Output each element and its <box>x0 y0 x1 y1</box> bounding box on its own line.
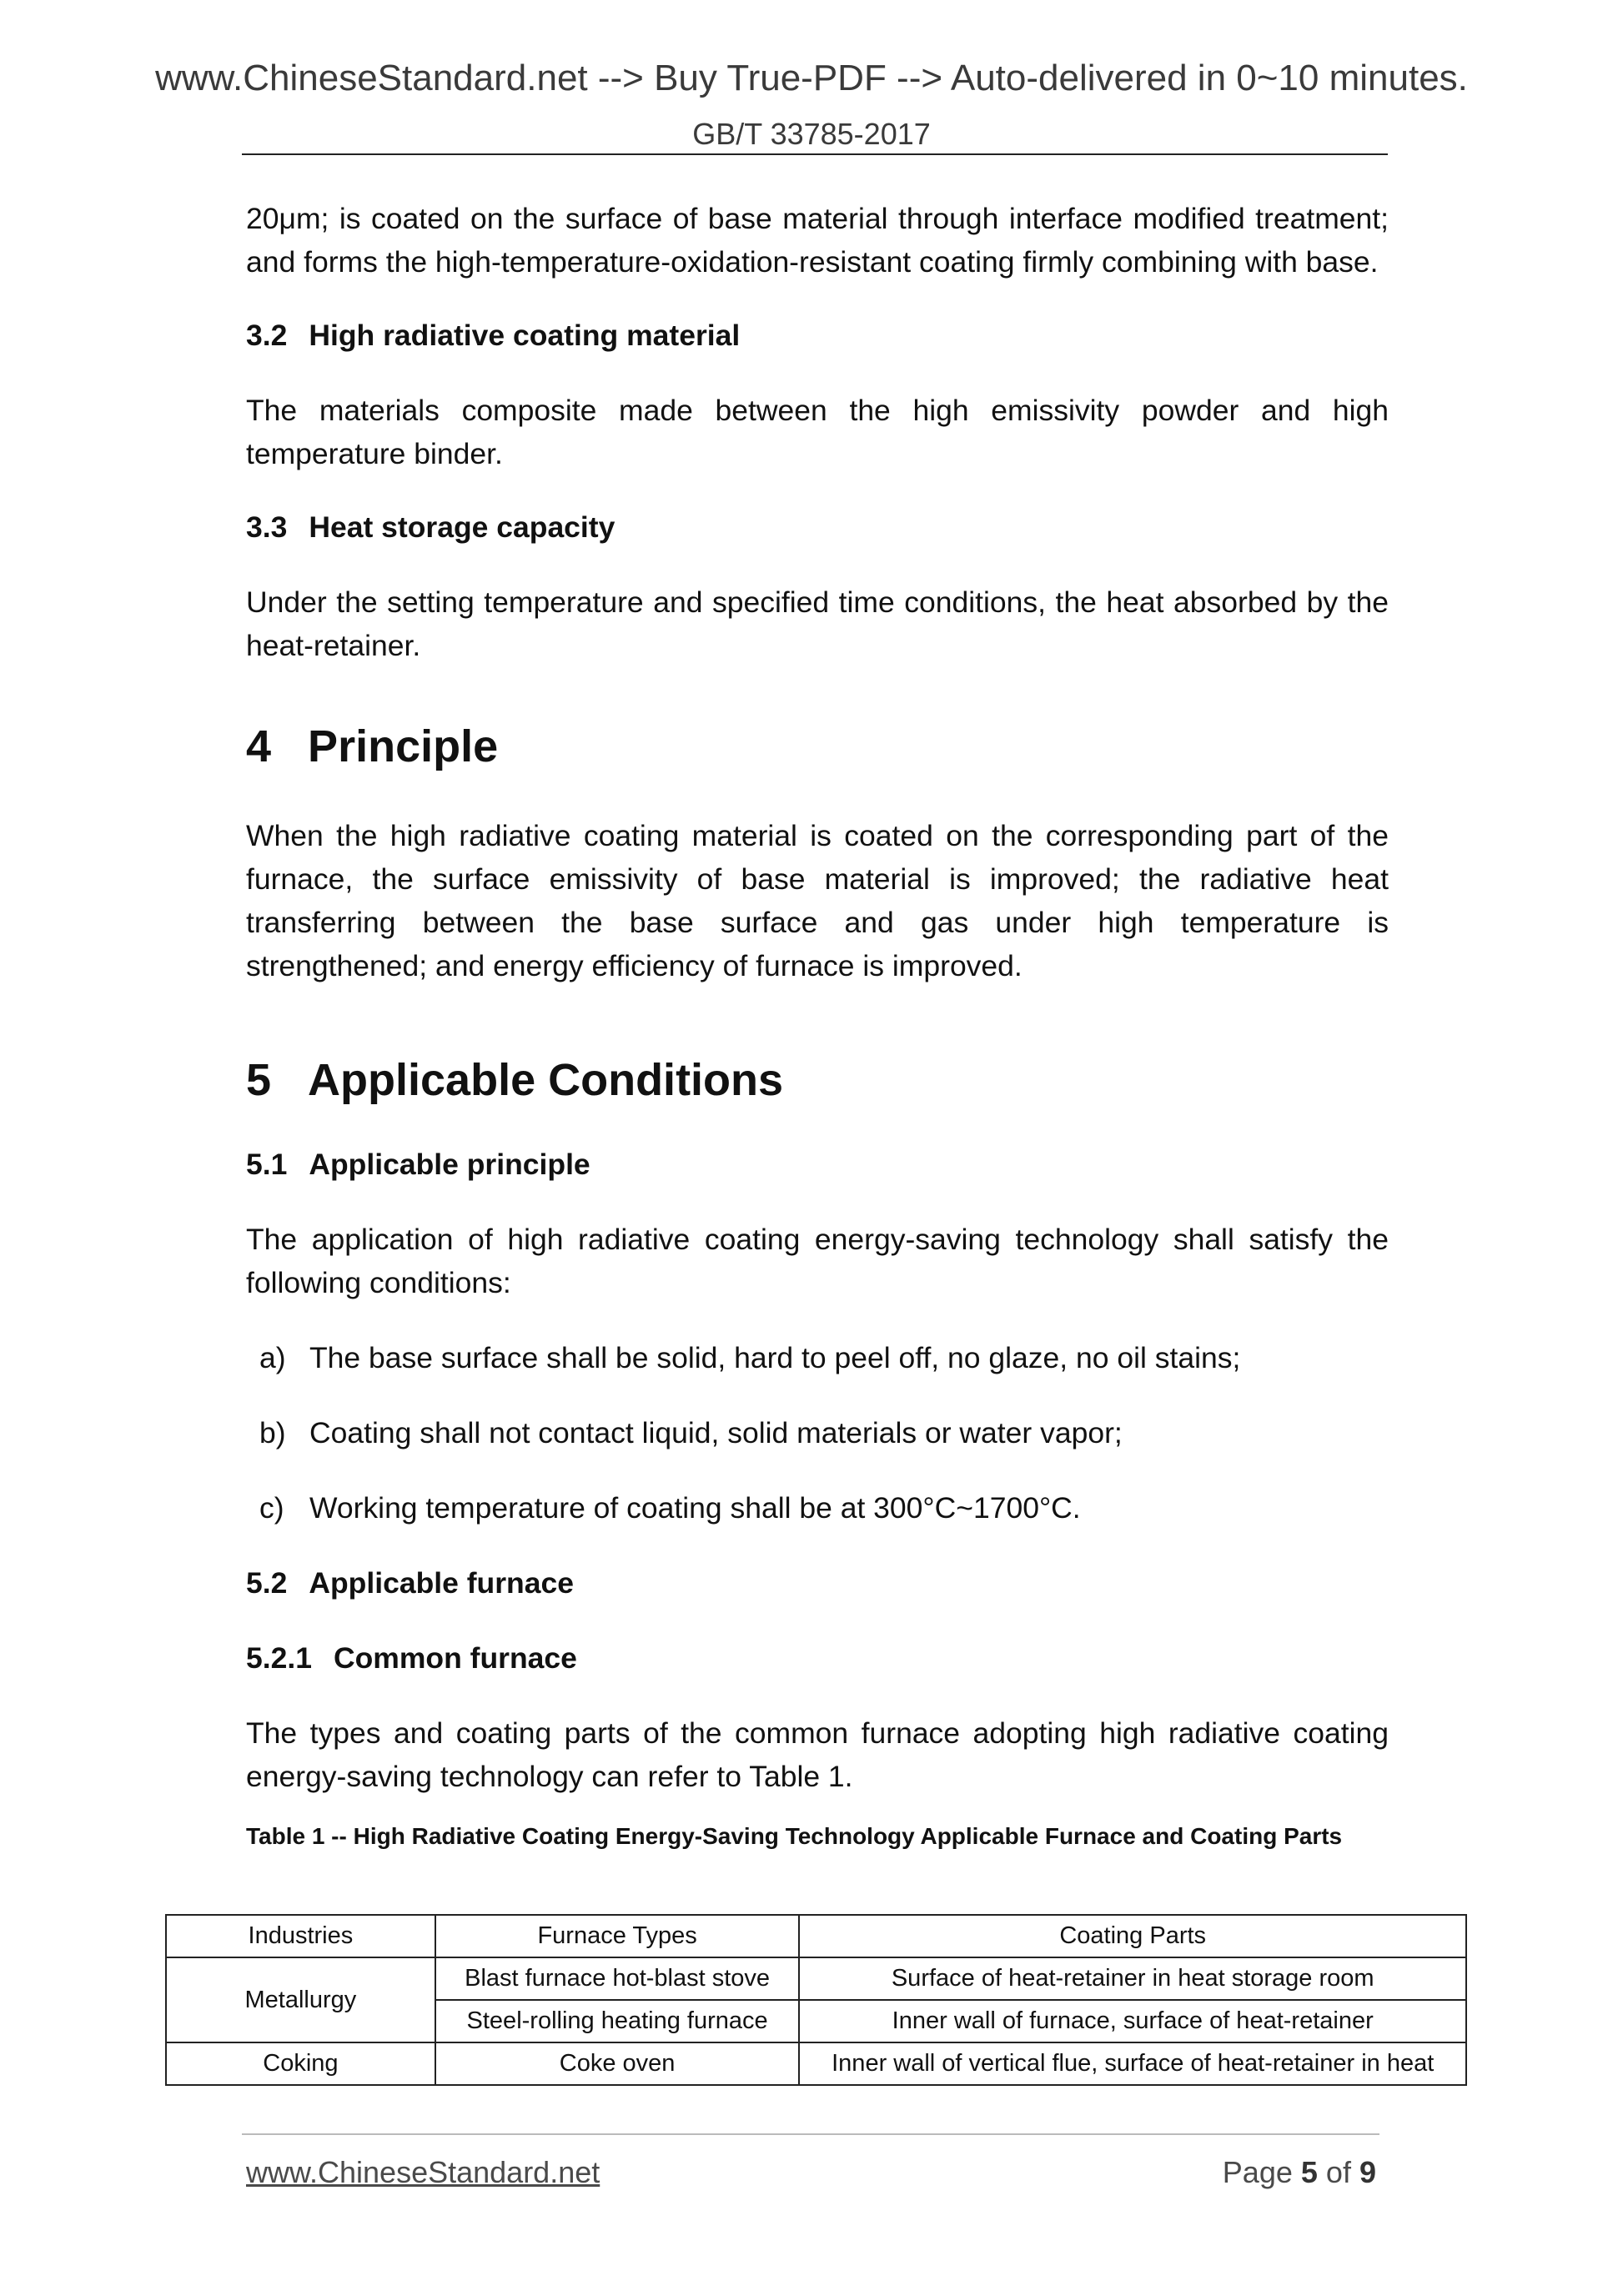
footer-rule <box>242 2133 1379 2135</box>
table-header-row <box>166 1915 1466 1957</box>
table-row <box>166 1957 1466 2000</box>
section-number: 3.2 <box>246 319 288 352</box>
section-3-2-text: The materials composite made between the high emissivity powder and high temperature binder. <box>246 394 1389 470</box>
page-label: Page <box>1222 2155 1293 2189</box>
section-heading-5-2 <box>246 1561 1389 1605</box>
table-cell-parts: Inner wall of vertical flue, surface of heat-retainer in heat <box>799 2042 1466 2085</box>
section-heading-5 <box>246 1051 1389 1109</box>
section-5-1-text: The application of high radiative coating energy-saving technology shall satisfy the following conditions: <box>246 1223 1389 1299</box>
section-number: 5 <box>246 1055 272 1105</box>
header-rule <box>242 153 1388 155</box>
section-heading-5-1 <box>246 1143 1389 1186</box>
section-number: 5.1 <box>246 1148 288 1181</box>
table-header-cell: Coating Parts <box>799 1915 1466 1957</box>
list-item <box>246 1411 1389 1454</box>
table-header-cell: Furnace Types <box>435 1915 800 1957</box>
section-number: 5.2 <box>246 1566 288 1600</box>
section-heading-3-2 <box>246 314 1389 357</box>
table-cell-industry: Coking <box>166 2042 435 2085</box>
list-marker: b) <box>259 1416 286 1449</box>
list-item <box>246 1336 1389 1379</box>
page-of: of <box>1325 2155 1351 2189</box>
header-banner[interactable]: www.ChineseStandard.net --> Buy True-PDF --> Auto-delivered in 0~10 minutes. <box>155 58 1468 98</box>
table-cell-parts: Inner wall of furnace, surface of heat-retainer <box>799 2000 1466 2042</box>
footer-site-link[interactable]: www.ChineseStandard.net <box>246 2155 600 2189</box>
section-heading-5-2-1 <box>246 1636 1389 1680</box>
section-title: Applicable Conditions <box>308 1055 784 1105</box>
list-marker: a) <box>259 1341 286 1374</box>
section-title: Principle <box>308 721 499 771</box>
section-title: Applicable principle <box>309 1148 590 1181</box>
section-title: Common furnace <box>333 1641 577 1675</box>
table-cell-industry: Metallurgy <box>166 1957 435 2042</box>
document-body <box>246 197 1389 1853</box>
table-row <box>166 2042 1466 2085</box>
table-caption: Table 1 -- High Radiative Coating Energy-Saving Technology Applicable Furnace and Coating Parts <box>246 1823 1343 1849</box>
page-indicator <box>1223 2155 1376 2190</box>
table-header-cell: Industries <box>166 1915 435 1957</box>
section-number: 3.3 <box>246 510 288 544</box>
section-4-text: When the high radiative coating material is coated on the corresponding part of the furnace, the surface emissivity of base material is improved; the radiative heat transferring between the base surface and gas under high temperature is strengthened; and energy efficiency of furnace is improved. <box>246 819 1389 982</box>
furnace-coating-table <box>165 1914 1467 2086</box>
list-marker: c) <box>259 1491 284 1525</box>
section-title: Heat storage capacity <box>309 510 616 544</box>
page-total: 9 <box>1359 2155 1376 2189</box>
section-5-2-1-text: The types and coating parts of the common furnace adopting high radiative coating energy-saving technology can refer to Table 1. <box>246 1716 1389 1793</box>
section-title: High radiative coating material <box>309 319 741 352</box>
table-cell-parts: Surface of heat-retainer in heat storage room <box>799 1957 1466 2000</box>
page-current: 5 <box>1300 2155 1318 2189</box>
section-heading-4 <box>246 717 1389 776</box>
section-3-3-text: Under the setting temperature and specified time conditions, the heat absorbed by the heat-retainer. <box>246 585 1389 662</box>
section-heading-3-3 <box>246 505 1389 549</box>
list-item <box>246 1486 1389 1530</box>
section-title: Applicable furnace <box>309 1566 574 1600</box>
intro-paragraph: 20μm; is coated on the surface of base material through interface modified treatment; and forms the high-temperature-oxidation-resistant coating firmly combining with base. <box>246 202 1389 279</box>
table-cell-furnace: Coke oven <box>435 2042 800 2085</box>
section-number: 5.2.1 <box>246 1641 312 1675</box>
list-text: The base surface shall be solid, hard to peel off, no glaze, no oil stains; <box>309 1341 1241 1374</box>
standard-number: GB/T 33785-2017 <box>692 117 931 151</box>
table-cell-furnace: Steel-rolling heating furnace <box>435 2000 800 2042</box>
list-text: Working temperature of coating shall be at 300°C~1700°C. <box>309 1491 1081 1525</box>
list-text: Coating shall not contact liquid, solid materials or water vapor; <box>309 1416 1123 1449</box>
table-cell-furnace: Blast furnace hot-blast stove <box>435 1957 800 2000</box>
section-number: 4 <box>246 721 272 771</box>
